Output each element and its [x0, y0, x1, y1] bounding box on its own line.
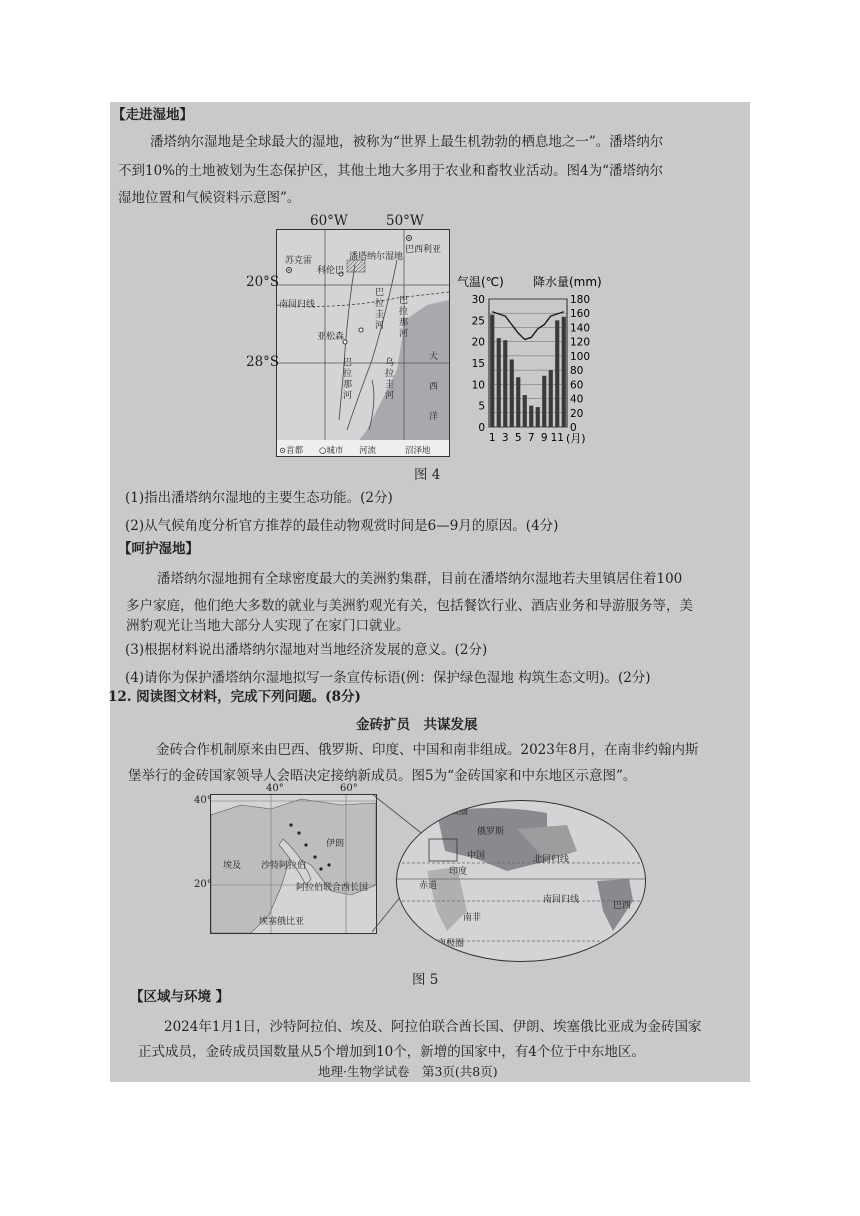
- map-label: 赤道: [419, 881, 438, 891]
- y-right-tick: 40: [570, 393, 584, 406]
- y-left-tick: 5: [478, 400, 485, 413]
- x-tick-label: 1: [488, 432, 496, 444]
- map-label: 南极圈: [437, 939, 465, 949]
- x-tick-label: 5: [514, 432, 522, 444]
- precip-bar: [523, 395, 527, 427]
- question-4: (4)请你为保护潘塔纳尔湿地拟写一条宣传标语(例：保护绿色湿地 构筑生态文明)。(2分): [125, 670, 651, 686]
- map-label: 北回归线: [533, 855, 570, 865]
- map-label: 苏克雷: [285, 256, 313, 266]
- page-footer: 地理·生物学试卷 第3页(共8页): [318, 1064, 498, 1079]
- map-label: 北极圈: [441, 807, 469, 817]
- question-3: (3)根据材料说出潘塔纳尔湿地对当地经济发展的意义。(2分): [125, 642, 488, 658]
- map-label: 巴拉那河: [399, 296, 409, 339]
- precip-bar: [555, 320, 559, 427]
- y-right-tick: 120: [570, 336, 591, 349]
- y-right-tick: 140: [570, 322, 591, 335]
- y-right-label: 降水量(mm): [533, 275, 602, 289]
- x-tick-label: 11: [550, 432, 564, 444]
- map-label: 潘塔纳尔湿地: [349, 252, 404, 262]
- question-2: (2)从气候角度分析官方推荐的最佳动物观赏时间是6—9月的原因。(4分): [125, 518, 559, 534]
- y-right-tick: 180: [570, 294, 591, 306]
- precip-bar: [562, 317, 566, 427]
- precip-bar: [490, 315, 494, 427]
- y-left-tick: 25: [471, 315, 485, 328]
- y-left-tick: 20: [471, 336, 485, 349]
- x-unit-label: (月): [566, 432, 586, 445]
- map-label: 南回归线: [279, 300, 316, 310]
- legend-capital: ⊙首都: [279, 446, 304, 456]
- lat-label: 20°: [194, 879, 212, 890]
- legend-swamp: 沼泽地: [405, 446, 431, 456]
- map-label: 巴西利亚: [405, 245, 442, 255]
- climate-chart: [455, 272, 605, 447]
- map-label: 南非: [463, 913, 482, 923]
- paragraph-line: 潘塔纳尔湿地拥有全球密度最大的美洲豹集群，目前在潘塔纳尔湿地若夫里镇居住着100: [157, 571, 683, 587]
- lon-label: 50°W: [386, 213, 424, 229]
- lon-label: 40°: [266, 783, 284, 794]
- paragraph-line: 多户家庭，他们绝大多数的就业与美洲豹观光有关，包括餐饮行业、酒店业务和导游服务等，美: [126, 598, 693, 614]
- map-label: 科伦巴: [317, 266, 345, 276]
- lat-label: 20°S: [246, 274, 280, 290]
- section-heading-region-environment: 【区域与环境 】: [130, 989, 230, 1005]
- y-right-tick: 160: [570, 308, 591, 321]
- figure-caption: 图 5: [412, 972, 439, 988]
- question-12: 12. 阅读图文材料，完成下列问题。(8分): [108, 689, 361, 705]
- question-1: (1)指出潘塔纳尔湿地的主要生态功能。(2分): [125, 490, 393, 506]
- pantanal-location-map: [276, 229, 450, 457]
- map-label: 南回归线: [543, 895, 580, 905]
- lat-label: 28°S: [246, 354, 280, 370]
- precip-bar: [529, 406, 533, 427]
- y-left-tick: 10: [471, 379, 485, 392]
- y-left-tick: 15: [471, 358, 485, 370]
- map-label: 巴西: [613, 901, 632, 911]
- precip-bar: [549, 370, 553, 427]
- middle-east-map: [210, 794, 377, 934]
- section-heading-wetland-intro: 【走进湿地】: [112, 107, 193, 123]
- y-left-tick: 30: [471, 294, 485, 306]
- map-label: 沙特阿拉伯: [261, 861, 307, 871]
- map-label: 俄罗斯: [477, 827, 505, 837]
- paragraph-line: 2024年1月1日，沙特阿拉伯、埃及、阿拉伯联合酋长国、伊朗、埃塞俄比亚成为金砖国家: [164, 1019, 702, 1035]
- lon-label: 60°W: [310, 213, 348, 229]
- legend-river: 河流: [359, 446, 377, 456]
- map-label: 巴拉那河: [343, 358, 353, 401]
- y-left-tick: 0: [478, 422, 485, 434]
- y-left-label: 气温(℃): [457, 275, 504, 289]
- paragraph-line: 正式成员，金砖成员国数量从5个增加到10个，新增的国家中，有4个位于中东地区。: [138, 1044, 645, 1060]
- legend-city: ○城市: [319, 446, 344, 456]
- x-tick-label: 9: [540, 432, 548, 444]
- x-tick-label: 3: [501, 432, 509, 444]
- y-right-tick: 20: [570, 407, 584, 420]
- paragraph-line: 湿地位置和气候资料示意图”。: [118, 190, 301, 206]
- paragraph-line: 潘塔纳尔湿地是全球最大的湿地，被称为“世界上最生机勃勃的栖息地之一”。潘塔纳尔: [150, 134, 664, 150]
- precip-bar: [497, 338, 501, 427]
- map-label: 大西洋: [429, 352, 439, 422]
- map-label: 埃塞俄比亚: [259, 917, 305, 927]
- map-label: 中国: [467, 851, 486, 861]
- article-title: 金砖扩员 共谋发展: [356, 717, 478, 733]
- precip-bar: [536, 407, 540, 427]
- y-right-tick: 60: [570, 379, 584, 392]
- lon-label: 60°: [340, 783, 358, 794]
- paragraph-line: 金砖合作机制原来由巴西、俄罗斯、印度、中国和南非组成。2023年8月，在南非约翰内斯: [156, 742, 699, 758]
- map-label: 印度: [449, 867, 468, 877]
- y-right-tick: 100: [570, 350, 591, 363]
- lat-label: 40°: [194, 795, 212, 806]
- figure-caption: 图 4: [414, 467, 441, 483]
- map-label: 乌拉圭河: [385, 358, 395, 401]
- map-label: 亚松森: [317, 332, 345, 342]
- map-label: 巴拉圭河: [375, 288, 385, 331]
- y-right-tick: 80: [570, 365, 584, 378]
- section-heading-protect-wetland: 【呵护湿地】: [118, 541, 199, 557]
- map-label: 伊朗: [326, 839, 345, 849]
- map-label: 埃及: [223, 861, 242, 871]
- x-tick-label: 7: [527, 432, 535, 444]
- world-map: [396, 800, 646, 962]
- precip-bar: [510, 359, 514, 427]
- paragraph-line: 洲豹观光让当地大部分人实现了在家门口就业。: [126, 618, 410, 634]
- precip-bar: [503, 340, 507, 427]
- y-right-tick: 0: [570, 422, 577, 434]
- temperature-line: [492, 312, 564, 340]
- map-label: 阿拉伯联合酋长国: [296, 883, 369, 893]
- precip-bar: [542, 376, 546, 427]
- paragraph-line: 不到10%的土地被划为生态保护区，其他土地大多用于农业和畜牧业活动。图4为“潘塔纳尔: [118, 163, 663, 179]
- precip-bar: [516, 377, 520, 427]
- paragraph-line: 堡举行的金砖国家领导人会晤决定接纳新成员。图5为“金砖国家和中东地区示意图”。: [128, 768, 637, 784]
